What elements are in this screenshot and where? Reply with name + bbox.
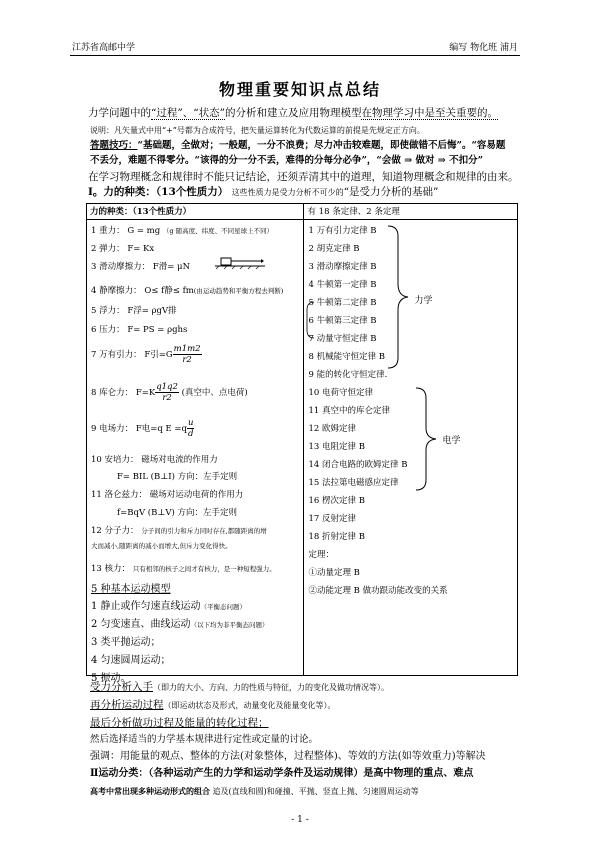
section-2-heading: Ⅱ运动分类：（各种运动产生的力学和运动学条件及运动规律）是高中物理的重点、难点: [90, 768, 474, 779]
law-8: 8 机械能守恒定律 B: [308, 352, 386, 362]
electricity-brace-icon: [412, 386, 442, 492]
intro-note: 说明：凡矢量式中用“+”号都为合成符号，把矢量运算转化为代数运算的前提是先规定正方向。: [90, 126, 425, 135]
law-18: 18 折射定律 B: [308, 532, 365, 542]
intro-line-1: [88, 106, 518, 120]
page-title: 物理重要知识点总结: [218, 80, 381, 99]
forces-header: 力的种类：（13个性质力）: [87, 204, 304, 220]
combo-label: 高考中常出现多种运动形式的组合: [90, 786, 210, 796]
law-4: 4 牛顿第一定律 B: [308, 280, 377, 290]
after-line-3: 最后分析做功过程及能量的转化过程；: [90, 717, 269, 729]
section-1-count: （13个性质力）: [155, 186, 229, 198]
force-7: 7 万有引力： F引=G $\frac{m1m2}{r2}$: [91, 344, 201, 365]
law-2: 2 胡克定律 B: [308, 244, 360, 254]
force-9: 9 电场力： F电=q E =q $\frac{u}{d}$: [91, 418, 194, 439]
motion-2: 2 匀变速直、曲线运动（以下均为非平衡态问题）: [91, 619, 269, 630]
electricity-label: 电学: [442, 436, 461, 446]
combo-note: 追及(直线和圆)和碰撞、平抛、竖直上抛、匀速圆周运动等: [212, 787, 419, 796]
after-line-2: [90, 698, 518, 713]
section-1-note: 这些性质力是受力分析不可少的: [231, 188, 344, 197]
motion-3: 3 类平抛运动；: [91, 637, 161, 648]
laws-header: 有 18 条定律、2 条定理: [304, 204, 518, 220]
laws-column: [304, 220, 518, 676]
force-analysis-label: 受力分析入手: [90, 681, 153, 693]
force-10: 10 安培力： 磁场对电流的作用力: [91, 455, 218, 465]
force-4: 4 静摩擦力： O≤ f静≤ fm(由运动趋势和平衡方程去判断): [91, 286, 284, 296]
tips-text-1: “基础题，全做对；一般题，一分不浪费；尽力冲击较难题，即使做错不后悔”。“容易题: [137, 140, 506, 151]
forces-column: [87, 220, 304, 684]
law-15: 15 法拉第电磁感应定律: [308, 478, 399, 488]
law-3: 3 滑动摩擦定律 B: [308, 262, 377, 272]
motion-4: 4 匀速圆周运动；: [91, 655, 171, 666]
tips-text-2: 不丢分，难题不得零分。“该得的分一分不丢，难得的分每分必争”，“会做: [90, 155, 401, 166]
after-line-5: 强调：用能量的观点、整体的方法(对象整体，过程整体)、等效的方法(如等效重力)等解决: [90, 751, 486, 762]
after-line-1: [90, 680, 518, 695]
motion-analysis-note: （即运动状态及形式，动量变化及能量变化等）。: [163, 701, 336, 710]
theorem-2: ②动能定理 B 做功跟动能改变的关系: [308, 586, 448, 596]
law-1: 1 万有引力定律 B: [308, 226, 377, 236]
intro-line-3: 在学习物理概念和规律时不能只记结论，还须弄清其中的道理，知道物理概念和规律的由来。: [88, 171, 518, 183]
intro-text-3: 在物理学习中是至关重要的。: [361, 107, 498, 119]
intro-text-2: 的分析和建立及应用物理模型: [224, 107, 362, 119]
tips-line-1: [90, 139, 518, 153]
force-1: 1 重力： G = mg （g 随高度、纬度、不同星球上不同）: [91, 226, 274, 236]
section-1-quote: “是受力分析的基础”: [343, 186, 439, 198]
law-9: 9 能的转化守恒定律.: [308, 370, 388, 380]
motion-1: 1 静止或作匀速直线运动（平衡态问题）: [91, 601, 247, 612]
law-11: 11 真空中的库仑定律: [308, 406, 391, 416]
section-1-heading: [88, 185, 518, 200]
tips-text-2b: 做对: [415, 155, 435, 166]
force-12-cont: 大而减小,随距离的减小而增大,但斥力变化得快。: [91, 542, 232, 550]
intro-process-state: “过程”、“状态”: [151, 107, 225, 119]
header-rule: [70, 55, 520, 56]
tips-line-2: 不丢分，难题不得零分。“该得的分一分不丢，难得的分每分必争”，“会做 ⇒ 做对 ⇒ 不扣分”: [90, 155, 484, 166]
forces-laws-table: [86, 203, 518, 684]
motion-5: 5 振动。: [91, 673, 131, 684]
tips-text-2c: 不扣分”: [449, 155, 484, 166]
sliding-block-icon: [215, 256, 265, 270]
force-11-formula: f=BqV (B⊥V) 方向：左手定则: [117, 508, 238, 518]
force-13: 13 核力： 只有相邻的核子之间才有核力，是一种短程强力。: [91, 564, 276, 574]
law-14: 14 闭合电路的欧姆定律 B: [308, 460, 408, 470]
motion-models-title: 5 种基本运动模型: [91, 584, 171, 595]
law-12: 12 欧姆定律: [308, 424, 357, 434]
law-13: 13 电阻定律 B: [308, 442, 365, 452]
force-8: 8 库仑力： F=K $\frac{q1q2}{r2}$ (真空中、点电荷): [91, 382, 248, 403]
theorem-1: ①动量定理 B: [308, 568, 360, 578]
motion-analysis-label: 再分析运动过程: [90, 699, 164, 711]
theorems-label: 定理：: [308, 550, 334, 560]
law-10: 10 电荷守恒定律: [308, 388, 374, 398]
newton-laws-bracket-icon: [304, 300, 316, 340]
force-6: 6 压力： F= PS = ρghs: [91, 325, 188, 335]
header-school: 江苏省高邮中学: [72, 43, 136, 53]
law-6: 6 牛顿第三定律 B: [308, 316, 377, 326]
mechanics-label: 力学: [414, 296, 433, 306]
force-analysis-note: （即力的大小、方向、力的性质与特征，力的变化及做功情况等）。: [153, 683, 389, 692]
page-number: - 1 -: [291, 815, 309, 825]
tips-label: 答题技巧：: [90, 140, 138, 151]
force-5: 5 浮力： F浮= ρgV排: [91, 306, 177, 316]
law-16: 16 楞次定律 B: [308, 496, 365, 506]
section-1-label: Ⅰ。力的种类：: [88, 186, 156, 198]
force-3: 3 滑动摩擦力： F滑= μN: [91, 262, 191, 272]
mechanics-brace-icon: [384, 224, 414, 370]
header-author: 编写 物化班 浦月: [449, 43, 518, 53]
force-2: 2 弹力： F= Kx: [91, 244, 155, 254]
force-11: 11 洛仑兹力： 磁场对运动电荷的作用力: [91, 490, 244, 500]
force-10-formula: F= BIL (B⊥I) 方向：左手定则: [117, 472, 238, 482]
law-7: 7 动量守恒定律 B: [308, 334, 377, 344]
law-17: 17 反射定律: [308, 514, 357, 524]
law-5: 5 牛顿第二定律 B: [308, 298, 377, 308]
force-12: 12 分子力： 分子间的引力和斥力同时存在,都随距离的增: [91, 526, 267, 536]
after-line-7: [90, 784, 518, 799]
intro-text: 力学问题中的: [88, 107, 151, 119]
after-line-4: 然后选择适当的力学基本规律进行定性或定量的讨论。: [90, 734, 319, 745]
